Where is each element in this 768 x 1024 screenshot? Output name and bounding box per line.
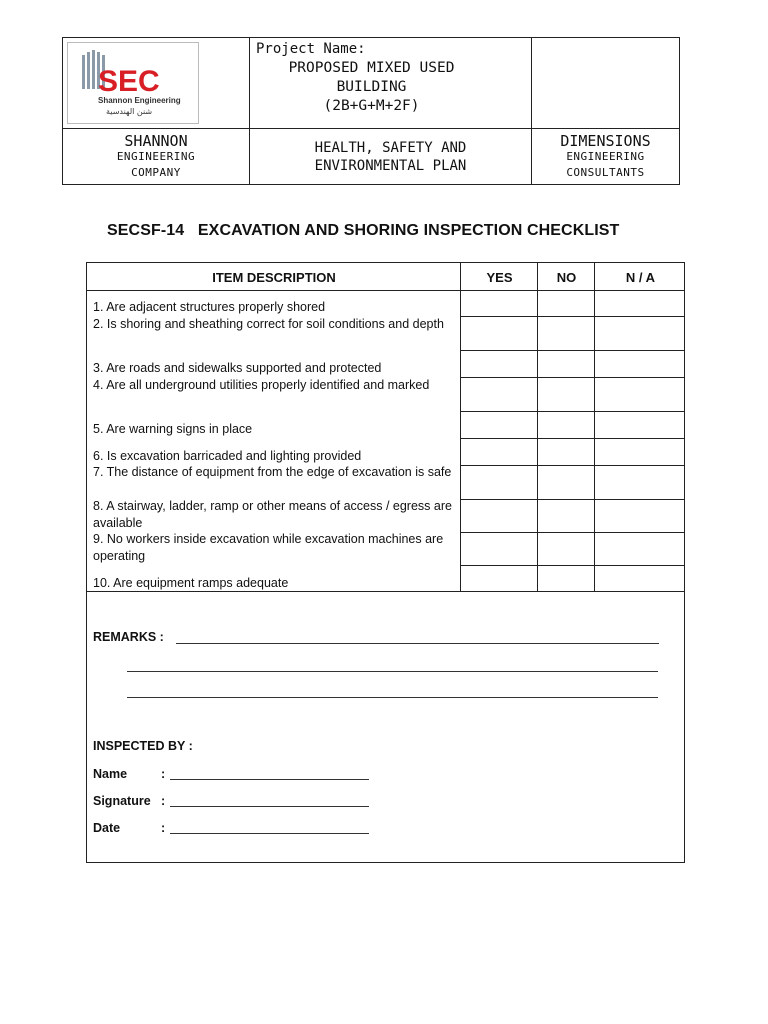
column-header-item-description: ITEM DESCRIPTION xyxy=(212,269,336,285)
date-label: Date xyxy=(93,821,121,835)
checkbox-no[interactable] xyxy=(538,291,594,316)
plan-line-2: ENVIRONMENTAL PLAN xyxy=(314,157,467,174)
checklist-item: 9. No workers inside excavation while excavation machines are operating xyxy=(93,532,444,563)
project-line-1: PROPOSED MIXED USED xyxy=(288,60,455,76)
checkbox-na[interactable] xyxy=(595,291,684,316)
blank-cell xyxy=(532,38,680,129)
signature-colon: : xyxy=(161,794,166,808)
inspected-by-label: INSPECTED BY : xyxy=(93,739,193,753)
logo-text: SEC xyxy=(98,65,160,98)
divider xyxy=(460,411,684,412)
date-field[interactable] xyxy=(170,833,369,834)
divider xyxy=(460,350,684,351)
checklist-item: 10. Are equipment ramps adequate xyxy=(93,576,289,590)
logo-arabic: شنن الهندسية xyxy=(106,107,153,116)
date-colon: : xyxy=(161,821,166,835)
divider xyxy=(460,377,684,378)
signature-field[interactable] xyxy=(170,806,369,807)
plan-cell xyxy=(250,129,532,185)
consultant-sub-2: CONSULTANTS xyxy=(566,165,645,179)
logo-cell xyxy=(63,38,250,129)
column-header-no: NO xyxy=(556,269,577,285)
sec-logo-icon xyxy=(68,43,198,123)
checklist-table xyxy=(86,262,685,863)
divider xyxy=(460,565,684,566)
consultant-name: DIMENSIONS xyxy=(560,131,651,150)
project-name-cell xyxy=(250,38,532,129)
checklist-item: 7. The distance of equipment from the edge of excavation is safe xyxy=(93,465,452,479)
company-sub-2: COMPANY xyxy=(131,165,181,179)
divider xyxy=(460,465,684,466)
column-header-yes: YES xyxy=(486,269,513,285)
divider xyxy=(460,438,684,439)
checklist-item: 4. Are all underground utilities properly identified and marked xyxy=(93,378,430,392)
remarks-field[interactable] xyxy=(176,643,659,644)
checklist-item: 1. Are adjacent structures properly shored xyxy=(93,300,326,314)
remarks-label: REMARKS : xyxy=(93,630,164,644)
signature-label: Signature xyxy=(93,794,151,808)
checklist-item: 6. Is excavation barricaded and lighting provided xyxy=(93,449,362,463)
name-colon: : xyxy=(161,767,166,781)
checklist-item: 2. Is shoring and sheathing correct for soil conditions and depth xyxy=(93,317,444,331)
checklist-item: 3. Are roads and sidewalks supported and protected xyxy=(93,361,382,375)
plan-line-1: HEALTH, SAFETY AND xyxy=(314,139,467,156)
company-sub-1: ENGINEERING xyxy=(116,149,196,163)
company-logo xyxy=(67,42,199,124)
project-line-3: (2B+G+M+2F) xyxy=(323,98,420,114)
page-title: SECSF-14 EXCAVATION AND SHORING INSPECTION CHECKLIST xyxy=(107,222,620,239)
consultant-cell xyxy=(532,129,680,185)
project-line-2: BUILDING xyxy=(336,79,407,95)
company-cell xyxy=(63,129,250,185)
column-header-na: N / A xyxy=(625,269,656,285)
divider xyxy=(460,532,684,533)
name-label: Name xyxy=(93,767,128,781)
company-name: SHANNON xyxy=(124,131,188,150)
name-field[interactable] xyxy=(170,779,369,780)
remarks-field[interactable] xyxy=(127,697,658,698)
divider xyxy=(460,499,684,500)
project-label: Project Name: xyxy=(256,41,366,57)
checkbox-yes[interactable] xyxy=(461,291,537,316)
divider xyxy=(460,316,684,317)
logo-subtext: Shannon Engineering xyxy=(98,96,181,105)
checklist-item: 5. Are warning signs in place xyxy=(93,422,253,436)
consultant-sub-1: ENGINEERING xyxy=(566,149,645,163)
checklist-item: 8. A stairway, ladder, ramp or other means of access / egress are available xyxy=(93,499,452,530)
document-header xyxy=(62,37,680,185)
remarks-field[interactable] xyxy=(127,671,658,672)
